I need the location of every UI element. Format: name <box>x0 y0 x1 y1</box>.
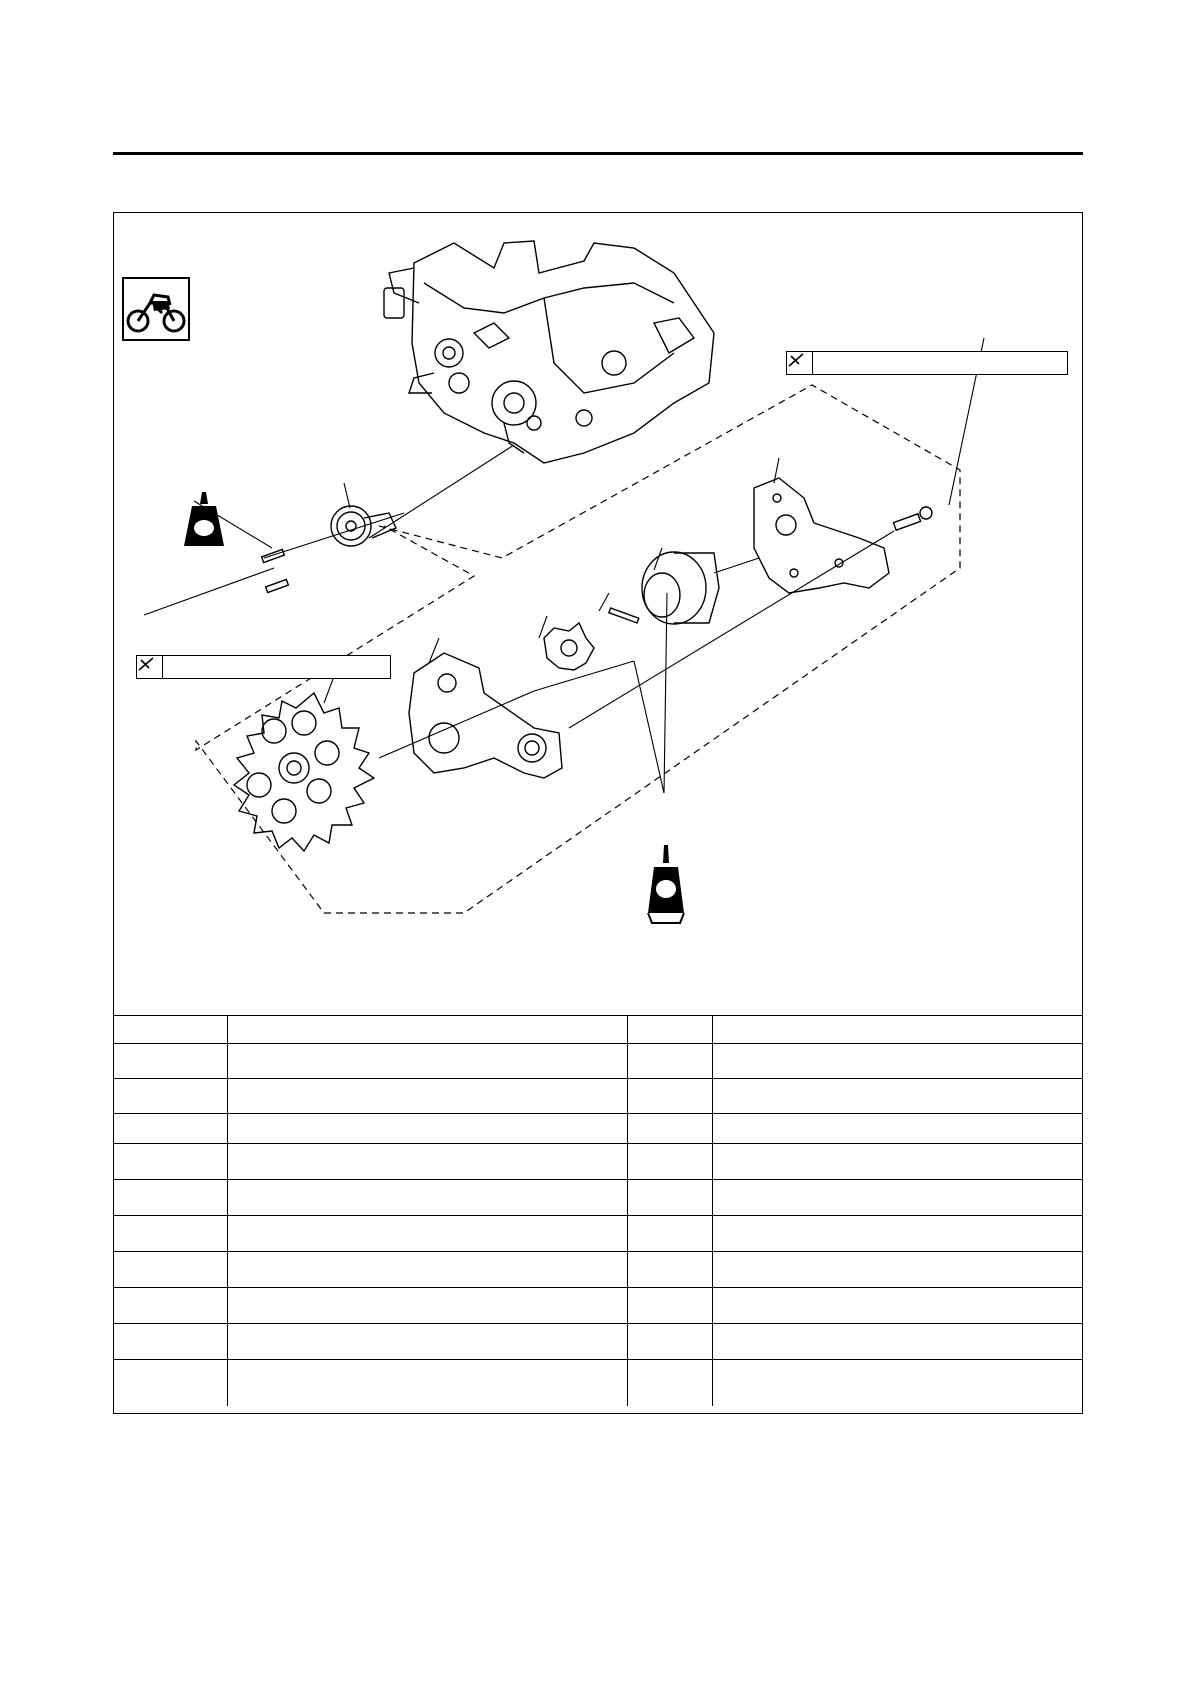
table-cell <box>712 1114 1082 1144</box>
table-cell <box>627 1324 712 1360</box>
table-cell <box>627 1216 712 1252</box>
table-cell <box>712 1144 1082 1180</box>
table-cell <box>114 1016 227 1044</box>
table-cell <box>627 1288 712 1324</box>
table-cell <box>627 1180 712 1216</box>
torque-wrench-icon <box>137 656 163 678</box>
oil-can-icon <box>634 843 698 928</box>
parts-table <box>114 1015 1082 1406</box>
table-cell <box>712 1079 1082 1114</box>
exploded-view-frame <box>113 212 1083 1414</box>
table-cell <box>114 1288 227 1324</box>
table-row <box>114 1144 1082 1180</box>
torque-wrench-glyph <box>787 352 805 368</box>
table-cell <box>114 1216 227 1252</box>
table-row <box>114 1016 1082 1044</box>
header-rule <box>113 152 1083 155</box>
table-cell <box>627 1079 712 1114</box>
table-cell <box>712 1016 1082 1044</box>
table-cell <box>114 1114 227 1144</box>
table-cell <box>712 1360 1082 1406</box>
table-cell <box>227 1044 627 1079</box>
table-cell <box>627 1252 712 1288</box>
table-cell <box>114 1144 227 1180</box>
outer-rotor <box>642 552 719 624</box>
table-row <box>114 1180 1082 1216</box>
table-cell <box>712 1252 1082 1288</box>
inner-rotor <box>544 623 594 670</box>
table-cell <box>627 1114 712 1144</box>
table-cell <box>227 1324 627 1360</box>
table-row <box>114 1288 1082 1324</box>
table-cell <box>114 1324 227 1360</box>
table-cell <box>227 1216 627 1252</box>
table-row <box>114 1360 1082 1406</box>
torque-wrench-icon <box>787 352 813 374</box>
table-cell <box>627 1044 712 1079</box>
table-cell <box>627 1144 712 1180</box>
torque-callout-right <box>786 351 1068 375</box>
table-cell <box>712 1180 1082 1216</box>
table-cell <box>227 1288 627 1324</box>
table-cell <box>712 1288 1082 1324</box>
table-cell <box>227 1079 627 1114</box>
motorcycle-icon <box>122 277 190 341</box>
table-cell <box>227 1016 627 1044</box>
leader-lines <box>144 338 984 793</box>
table-cell <box>712 1044 1082 1079</box>
pump-driven-gear <box>234 693 374 851</box>
torque-wrench-glyph <box>137 656 155 672</box>
table-cell <box>227 1360 627 1406</box>
table-row <box>114 1114 1082 1144</box>
table-cell <box>114 1360 227 1406</box>
bolts <box>262 507 932 593</box>
table-cell <box>627 1360 712 1406</box>
table-cell <box>712 1216 1082 1252</box>
table-row <box>114 1324 1082 1360</box>
oil-pump-body <box>409 653 562 778</box>
table-row <box>114 1079 1082 1114</box>
rotor-pin <box>609 608 639 623</box>
oil-pump-exploded-diagram <box>114 213 1082 1015</box>
table-cell <box>627 1016 712 1044</box>
table-cell <box>114 1252 227 1288</box>
table-row <box>114 1216 1082 1252</box>
table-cell <box>227 1252 627 1288</box>
table-cell <box>114 1079 227 1114</box>
table-cell <box>712 1324 1082 1360</box>
table-row <box>114 1252 1082 1288</box>
sealant-icon <box>174 488 234 558</box>
pump-cover <box>754 478 889 593</box>
table-cell <box>227 1114 627 1144</box>
diagram-drawing <box>114 213 1082 1015</box>
table-cell <box>114 1180 227 1216</box>
table-cell <box>227 1144 627 1180</box>
engine-crankcase <box>384 241 714 463</box>
assembly-boundary <box>196 385 960 913</box>
motorcycle-glyph <box>124 279 188 339</box>
table-cell <box>114 1044 227 1079</box>
torque-callout-left <box>136 655 391 679</box>
table-cell <box>227 1180 627 1216</box>
table-row <box>114 1044 1082 1079</box>
